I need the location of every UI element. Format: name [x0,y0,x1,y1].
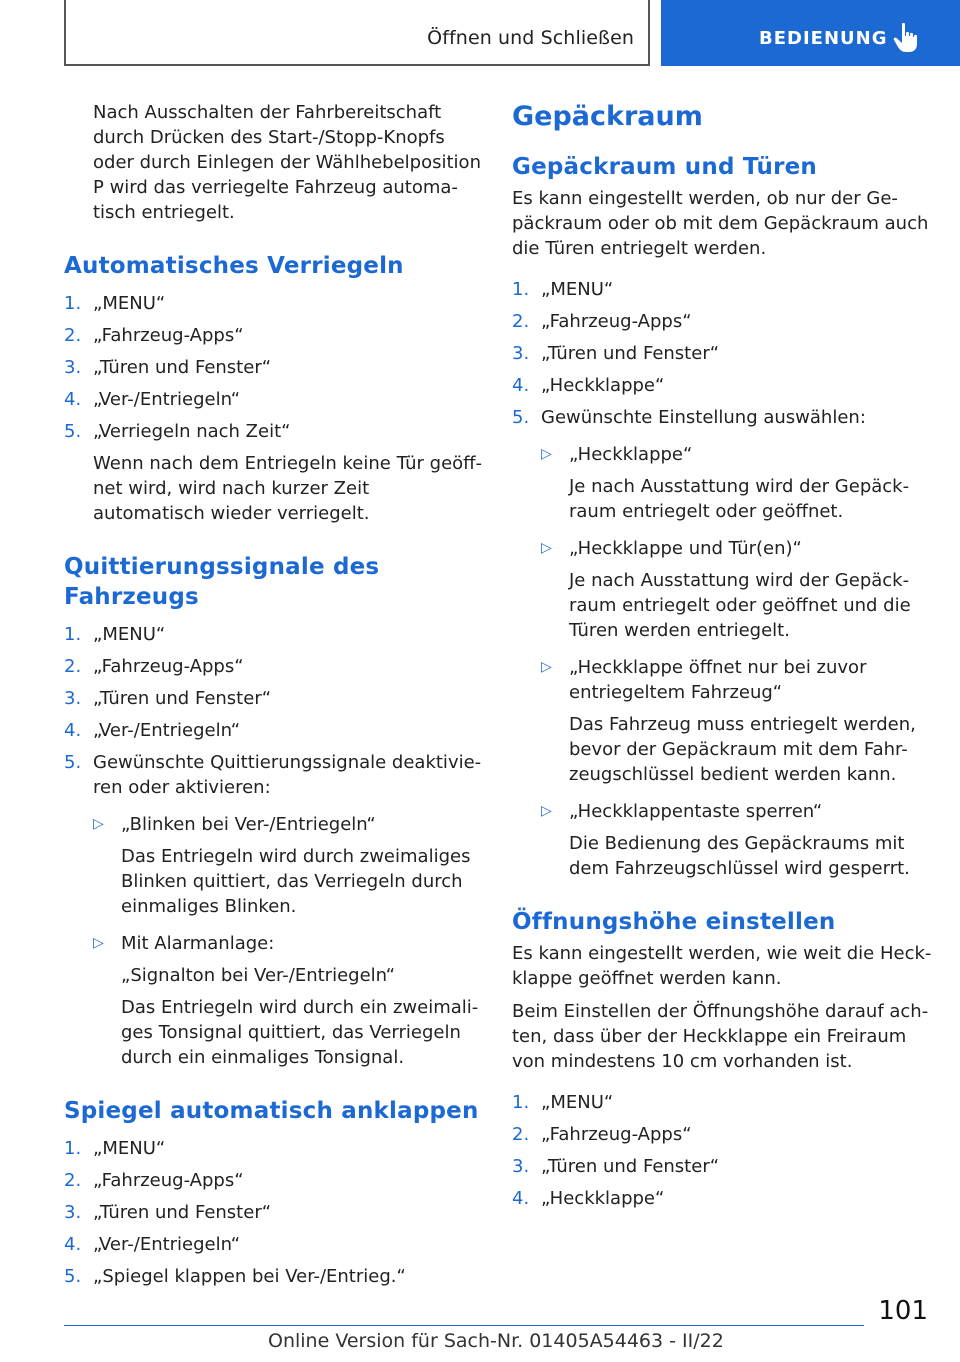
triangle-bullet-icon: ▷ [93,935,104,951]
item-number: 3. [512,1156,530,1177]
triangle-bullet-icon: ▷ [541,540,552,556]
item-text: „Türen und Fenster“ [541,1156,720,1177]
item-text: „MENU“ [541,279,614,300]
list-item [64,1264,484,1289]
list-item [64,1200,484,1225]
item-number: 4. [64,1234,82,1255]
item-number: 3. [64,688,82,709]
item-text: Gewünschte Quittierungssignale deaktivie-ren oder aktivieren: [93,752,482,798]
heading-gepaeckraum-und-tueren: Gepäckraum und Türen [512,154,818,180]
item-number: 2. [64,656,82,677]
item-number: 1. [64,1138,82,1159]
item-note: Wenn nach dem Entriegeln keine Tür geöff-net wird, wird nach kurzer Zeit automatisch wieder verriegelt. [93,453,483,524]
online-version-note: Online Version für Sach-Nr. 01405A54463 - II/22 [268,1330,724,1352]
sub-item-label: „Heckklappe“ [569,444,693,465]
item-text: „Fahrzeug-Apps“ [93,1170,244,1191]
heading-oeffnungshoehe: Öffnungshöhe einstellen [512,909,836,935]
section-title: Öffnen und Schließen [427,27,634,49]
list-oeffnungshoehe [512,1090,932,1211]
header-section-box [64,0,650,66]
list-item [64,1168,484,1193]
sub-item [512,799,932,824]
item-text: „Fahrzeug-Apps“ [541,311,692,332]
sub-item [512,655,932,705]
sub-item [64,931,484,956]
item-number: 2. [512,1124,530,1145]
intro-paragraph: Nach Ausschalten der Fahrbereitschaft durch Drücken des Start-/Stopp-Knopfs oder durch Einlegen der Wählhebelposition P wird das verriegelte Fahrzeug automa-tisch entriegelt. [93,102,481,223]
item-number: 4. [64,389,82,410]
list-automatisches-verriegeln [64,291,484,444]
item-number: 4. [64,720,82,741]
item-number: 1. [512,279,530,300]
list-item [512,1154,932,1179]
item-number: 5. [64,421,82,442]
list-item [64,419,484,444]
list-item [512,1090,932,1115]
sub-item-text: „Signalton bei Ver-/Entriegeln“ [121,965,396,986]
item-number: 1. [64,293,82,314]
heading-gepaeckraum: Gepäckraum [512,101,703,132]
section-paragraph: Es kann eingestellt werden, wie weit die Heck-klappe geöffnet werden kann. [512,943,932,989]
section-paragraph: Beim Einstellen der Öffnungshöhe darauf ach-ten, dass über der Heckklappe ein Freiraum von mindestens 10 cm vorhanden ist. [512,1001,929,1072]
item-text: „Türen und Fenster“ [93,357,272,378]
item-number: 2. [64,325,82,346]
sub-item-label: „Heckklappe öffnet nur bei zuvor entriegeltem Fahrzeug“ [569,657,867,703]
list-item [64,750,484,800]
item-text: „Ver-/Entriegeln“ [93,389,241,410]
list-item [64,387,484,412]
item-text: „MENU“ [541,1092,614,1113]
item-text: „Fahrzeug-Apps“ [93,656,244,677]
item-number: 3. [64,1202,82,1223]
sub-item-label: „Heckklappe und Tür(en)“ [569,538,802,559]
item-number: 4. [512,1188,530,1209]
item-text: „Verriegeln nach Zeit“ [93,421,291,442]
item-text: „Türen und Fenster“ [541,343,720,364]
list-item [512,1186,932,1211]
item-text: „Türen und Fenster“ [93,688,272,709]
item-text: „MENU“ [93,624,166,645]
sub-item-text: Das Fahrzeug muss entriegelt werden, bevor der Gepäckraum mit dem Fahr-zeugschlüssel bedient werden kann. [569,714,916,785]
list-item [512,277,932,302]
heading-quittierungssignale: Quittierungssignale des Fahrzeugs [64,554,380,610]
triangle-bullet-icon: ▷ [541,803,552,819]
item-number: 5. [64,1266,82,1287]
item-number: 5. [512,407,530,428]
list-item [512,309,932,334]
hand-pointer-icon [893,22,921,54]
list-item [512,341,932,366]
list-spiegel-anklappen [64,1136,484,1289]
triangle-bullet-icon: ▷ [541,446,552,462]
right-column [512,100,932,1218]
sub-item [512,442,932,467]
sub-item-label: Mit Alarmanlage: [121,933,275,954]
sub-item-text: Die Bedienung des Gepäckraums mit dem Fahrzeugschlüssel wird gesperrt. [569,833,910,879]
item-number: 1. [64,624,82,645]
section-intro: Es kann eingestellt werden, ob nur der Ge-päckraum oder ob mit dem Gepäckraum auch die Türen entriegelt werden. [512,188,929,259]
list-item [64,622,484,647]
list-item [64,355,484,380]
header-chapter-tab [661,0,960,66]
item-text: Gewünschte Einstellung auswählen: [541,407,866,428]
item-text: „Heckklappe“ [541,375,665,396]
item-text: „MENU“ [93,293,166,314]
list-gepaeckraum-und-tueren [512,277,932,430]
item-number: 3. [512,343,530,364]
chapter-title: BEDIENUNG [759,28,888,49]
sub-item-label: „Heckklappentaste sperren“ [569,801,823,822]
sub-item [512,536,932,561]
heading-spiegel-anklappen: Spiegel automatisch anklappen [64,1098,479,1124]
list-item [64,1232,484,1257]
sub-item-text: Je nach Ausstattung wird der Gepäck-raum entriegelt oder geöffnet und die Türen werden entriegelt. [569,570,911,641]
list-quittierungssignale [64,622,484,800]
list-item [64,1136,484,1161]
list-item [64,718,484,743]
item-text: „Türen und Fenster“ [93,1202,272,1223]
item-text: „Fahrzeug-Apps“ [93,325,244,346]
sub-item-text: Das Entriegeln wird durch zweimaliges Blinken quittiert, das Verriegeln durch einmaliges Blinken. [121,846,471,917]
triangle-bullet-icon: ▷ [541,659,552,675]
sub-item [64,812,484,837]
item-text: „Ver-/Entriegeln“ [93,1234,241,1255]
list-item [512,1122,932,1147]
item-text: „Ver-/Entriegeln“ [93,720,241,741]
sub-item-label: „Blinken bei Ver-/Entriegeln“ [121,814,376,835]
item-number: 3. [64,357,82,378]
item-number: 2. [512,311,530,332]
item-text: „MENU“ [93,1138,166,1159]
list-item [512,373,932,398]
item-number: 2. [64,1170,82,1191]
list-item [64,323,484,348]
sub-item-text: Das Entriegeln wird durch ein zweimali-ges Tonsignal quittiert, das Verriegeln durch ein einmaliges Tonsignal. [121,997,479,1068]
left-column [64,100,484,1296]
item-text: „Fahrzeug-Apps“ [541,1124,692,1145]
list-item [512,405,932,430]
item-text: „Spiegel klappen bei Ver-/Entrieg.“ [93,1266,406,1287]
list-item [64,654,484,679]
footer-divider [64,1325,864,1326]
list-item [64,686,484,711]
heading-automatisches-verriegeln: Automatisches Verriegeln [64,253,404,279]
list-item [64,291,484,316]
triangle-bullet-icon: ▷ [93,816,104,832]
item-text: „Heckklappe“ [541,1188,665,1209]
page-number: 101 [878,1296,928,1326]
item-number: 4. [512,375,530,396]
item-number: 1. [512,1092,530,1113]
sub-item-text: Je nach Ausstattung wird der Gepäck-raum entriegelt oder geöffnet. [569,476,910,522]
item-number: 5. [64,752,82,773]
